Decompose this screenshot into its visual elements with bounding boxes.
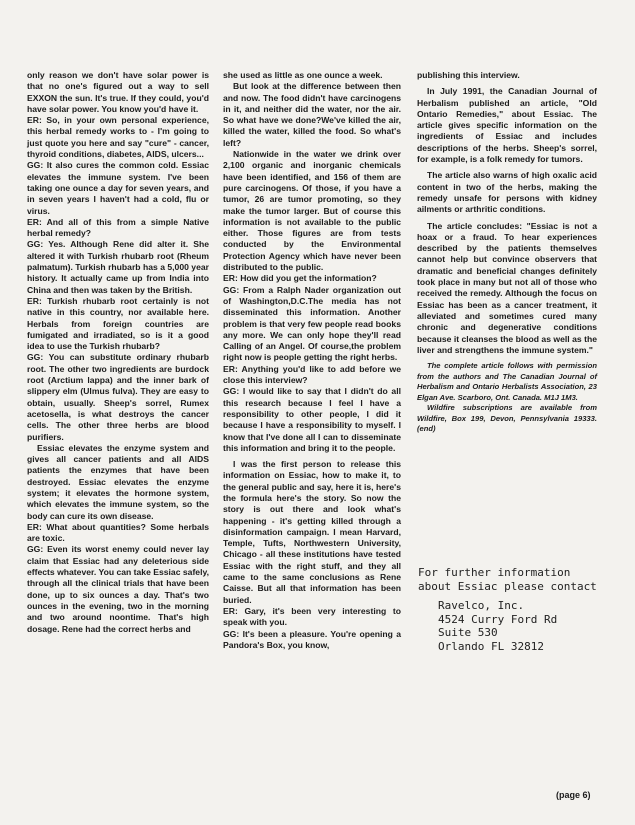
paragraph: only reason we don't have solar power is that no one's figured out a way to sell EXXON the sun. It's true. If they could, you'd have solar power. You know you'd have it. xyxy=(27,70,209,114)
paragraph: GG: You can substitute ordinary rhubarb root. The other two ingredients are burdock root (Arctium lappa) and the inner bark of slippery elm (Ulmus fulva). They are easy to obtain, usually. Sheep's sorrel, Rumex acetosella, is what destroys the cancer cells. The other three herbs are blood purifiers. xyxy=(27,352,209,442)
paragraph: ER: Anything you'd like to add before we close this interview? xyxy=(223,363,401,386)
paragraph: The article also warns of high oxalic acid content in two of the herbs, making the remedy unsafe for persons with kidney ailments or arthritic conditions. xyxy=(417,170,597,215)
paragraph: GG: I would like to say that I didn't do all this research because I feel I have a responsibility to other people, I did it because I have a responsibility to myself. I know that I've done all I can to disseminate this information and bring it to the people. xyxy=(223,386,401,453)
paragraph: ER: Gary, it's been very interesting to speak with you. xyxy=(223,605,401,628)
paragraph: Essiac elevates the enzyme system and gives all cancer patients and all AIDS patients the enzymes that have been destroyed. Essiac elevates the enzyme system; it elevates the hormone system, which elevates the immune system, so the body can cure its own disease. xyxy=(27,442,209,521)
paragraph: she used as little as one ounce a week. xyxy=(223,70,383,80)
address-line: Suite 530 xyxy=(438,626,498,639)
paragraph: ER: Turkish rhubarb root certainly is not native in this country, nor available here. Herbals from foreign countries are fumigated and irradiated, so is it a good idea to use the Turkish rhubarb? xyxy=(27,295,209,352)
paragraph: GG: It also cures the common cold. Essiac elevates the immune system. I've been taking one ounce a day for seven years, and in seven years I haven't had a cold, flu or virus. xyxy=(27,160,209,216)
page-number: (page 6) xyxy=(556,790,591,800)
address-line: Ravelco, Inc. xyxy=(438,599,525,612)
contact-heading: about Essiac please contact xyxy=(418,579,597,593)
paragraph: GG: Even its worst enemy could never lay claim that Essiac had any deleterious side effects whatever. You can take Essiac safely, through all the clinical trials that have been done, up to six ounces a day. That's two ounces in the evening, two in the morning and two around noontime. That's high dosage. Rene had the correct herbs and xyxy=(27,544,209,634)
paragraph: ER: What about quantities? Some herbals are toxic. xyxy=(27,521,209,544)
text-column-1 xyxy=(27,70,209,635)
credit-note: The complete article follows with permission from the authors and The Canadian Journal of Herbalism and Ontario Herbalists Association, 23 Elgan Ave. Scarboro, Ont. Canada. M1J 1M3. xyxy=(417,361,597,402)
paragraph: But look at the difference between then and now. The food didn't have carcinogens in it, and neither did the water, nor the air. So what have we done?We've killed the air, killed the water, killed the food. So what's left? xyxy=(223,81,401,148)
paragraph: publishing this interview. xyxy=(417,70,520,80)
address-line: 4524 Curry Ford Rd xyxy=(438,612,558,626)
paragraph: Nationwide in the water we drink over 2,100 organic and inorganic chemicals have been identified, and 156 of them are pure carcinogens. Of those, if you have a tumor, 26 are tumor promoting, so they make the tumor larger. But of course this information is not available to the public either. Those figures are from tests conducted by the Environmental Protection Agency which have never been distributed to the public. xyxy=(223,149,401,273)
paragraph: ER: How did you get the information? xyxy=(223,273,377,284)
paragraph: GG: Yes. Although Rene did alter it. She altered it with Turkish rhubarb root (Rheum palmatum). Turkish rhubarb has a 5,000 year history. It actually came up from India into China and then was taken by the British. xyxy=(27,239,209,295)
paragraph: The article concludes: "Essiac is not a hoax or a fraud. To hear experiences described by the patients themselves cannot help but convince observers that dramatic and beneficial changes definitely took place in many but not all of those who received the remedy. Although the focus on Essiac has been as a cancer treatment, it alleviated and sometimes cured many chronic and degenerative conditions because it cleanses the blood as well as the liver and strengthens the immune system." xyxy=(417,220,597,355)
paragraph: ER: So, in your own personal experience, this herbal remedy works to - I'm going to just quote you here and say "cure" - cancer, thyroid conditions, diabetes, AIDS, ulcers... xyxy=(27,115,209,160)
paragraph: I was the first person to release this information on Essiac, how to make it, to the general public and say, here it is, here's the formula here's the story. So now the story is out there and look what's happening - it's getting killed through a disinformation campaign. I mean Harvard, Temple, Tufts, Northwestern University, Chicago - all these institutions have tested Essiac with the right stuff, and they all came to the same conclusions as Rene Caisse. But all that information has been buried. xyxy=(223,459,401,605)
text-column-3 xyxy=(417,70,597,435)
contact-address xyxy=(438,599,597,653)
text-column-2 xyxy=(223,70,401,651)
address-line: Orlando FL 32812 xyxy=(438,639,544,653)
paragraph: In July 1991, the Canadian Journal of Herbalism published an article, "Old Ontario Remedies," about Essiac. The article gives specific information on the ingredients of Essiac and includes descriptions of the herbs. Sheep's sorrel, for example, is a folk remedy for tumors. xyxy=(417,86,597,165)
paragraph: GG: From a Ralph Nader organization out of Washington,D.C.The media has not disseminated this information. Another problem is that very few people read books any more. We can only hope they'll read Calling of an Angel. Of course,the problem right now is people getting the right herbs. xyxy=(223,284,401,363)
contact-box xyxy=(418,566,597,653)
contact-heading: For further information xyxy=(418,566,571,579)
credit-note: Wildfire subscriptions are available from Wildfire, Box 199, Devon, Pennsylvania 19333. (end) xyxy=(417,403,597,434)
paragraph: ER: And all of this from a simple Native herbal remedy? xyxy=(27,216,209,239)
paragraph: GG: It's been a pleasure. You're opening a Pandora's Box, you know, xyxy=(223,628,401,650)
